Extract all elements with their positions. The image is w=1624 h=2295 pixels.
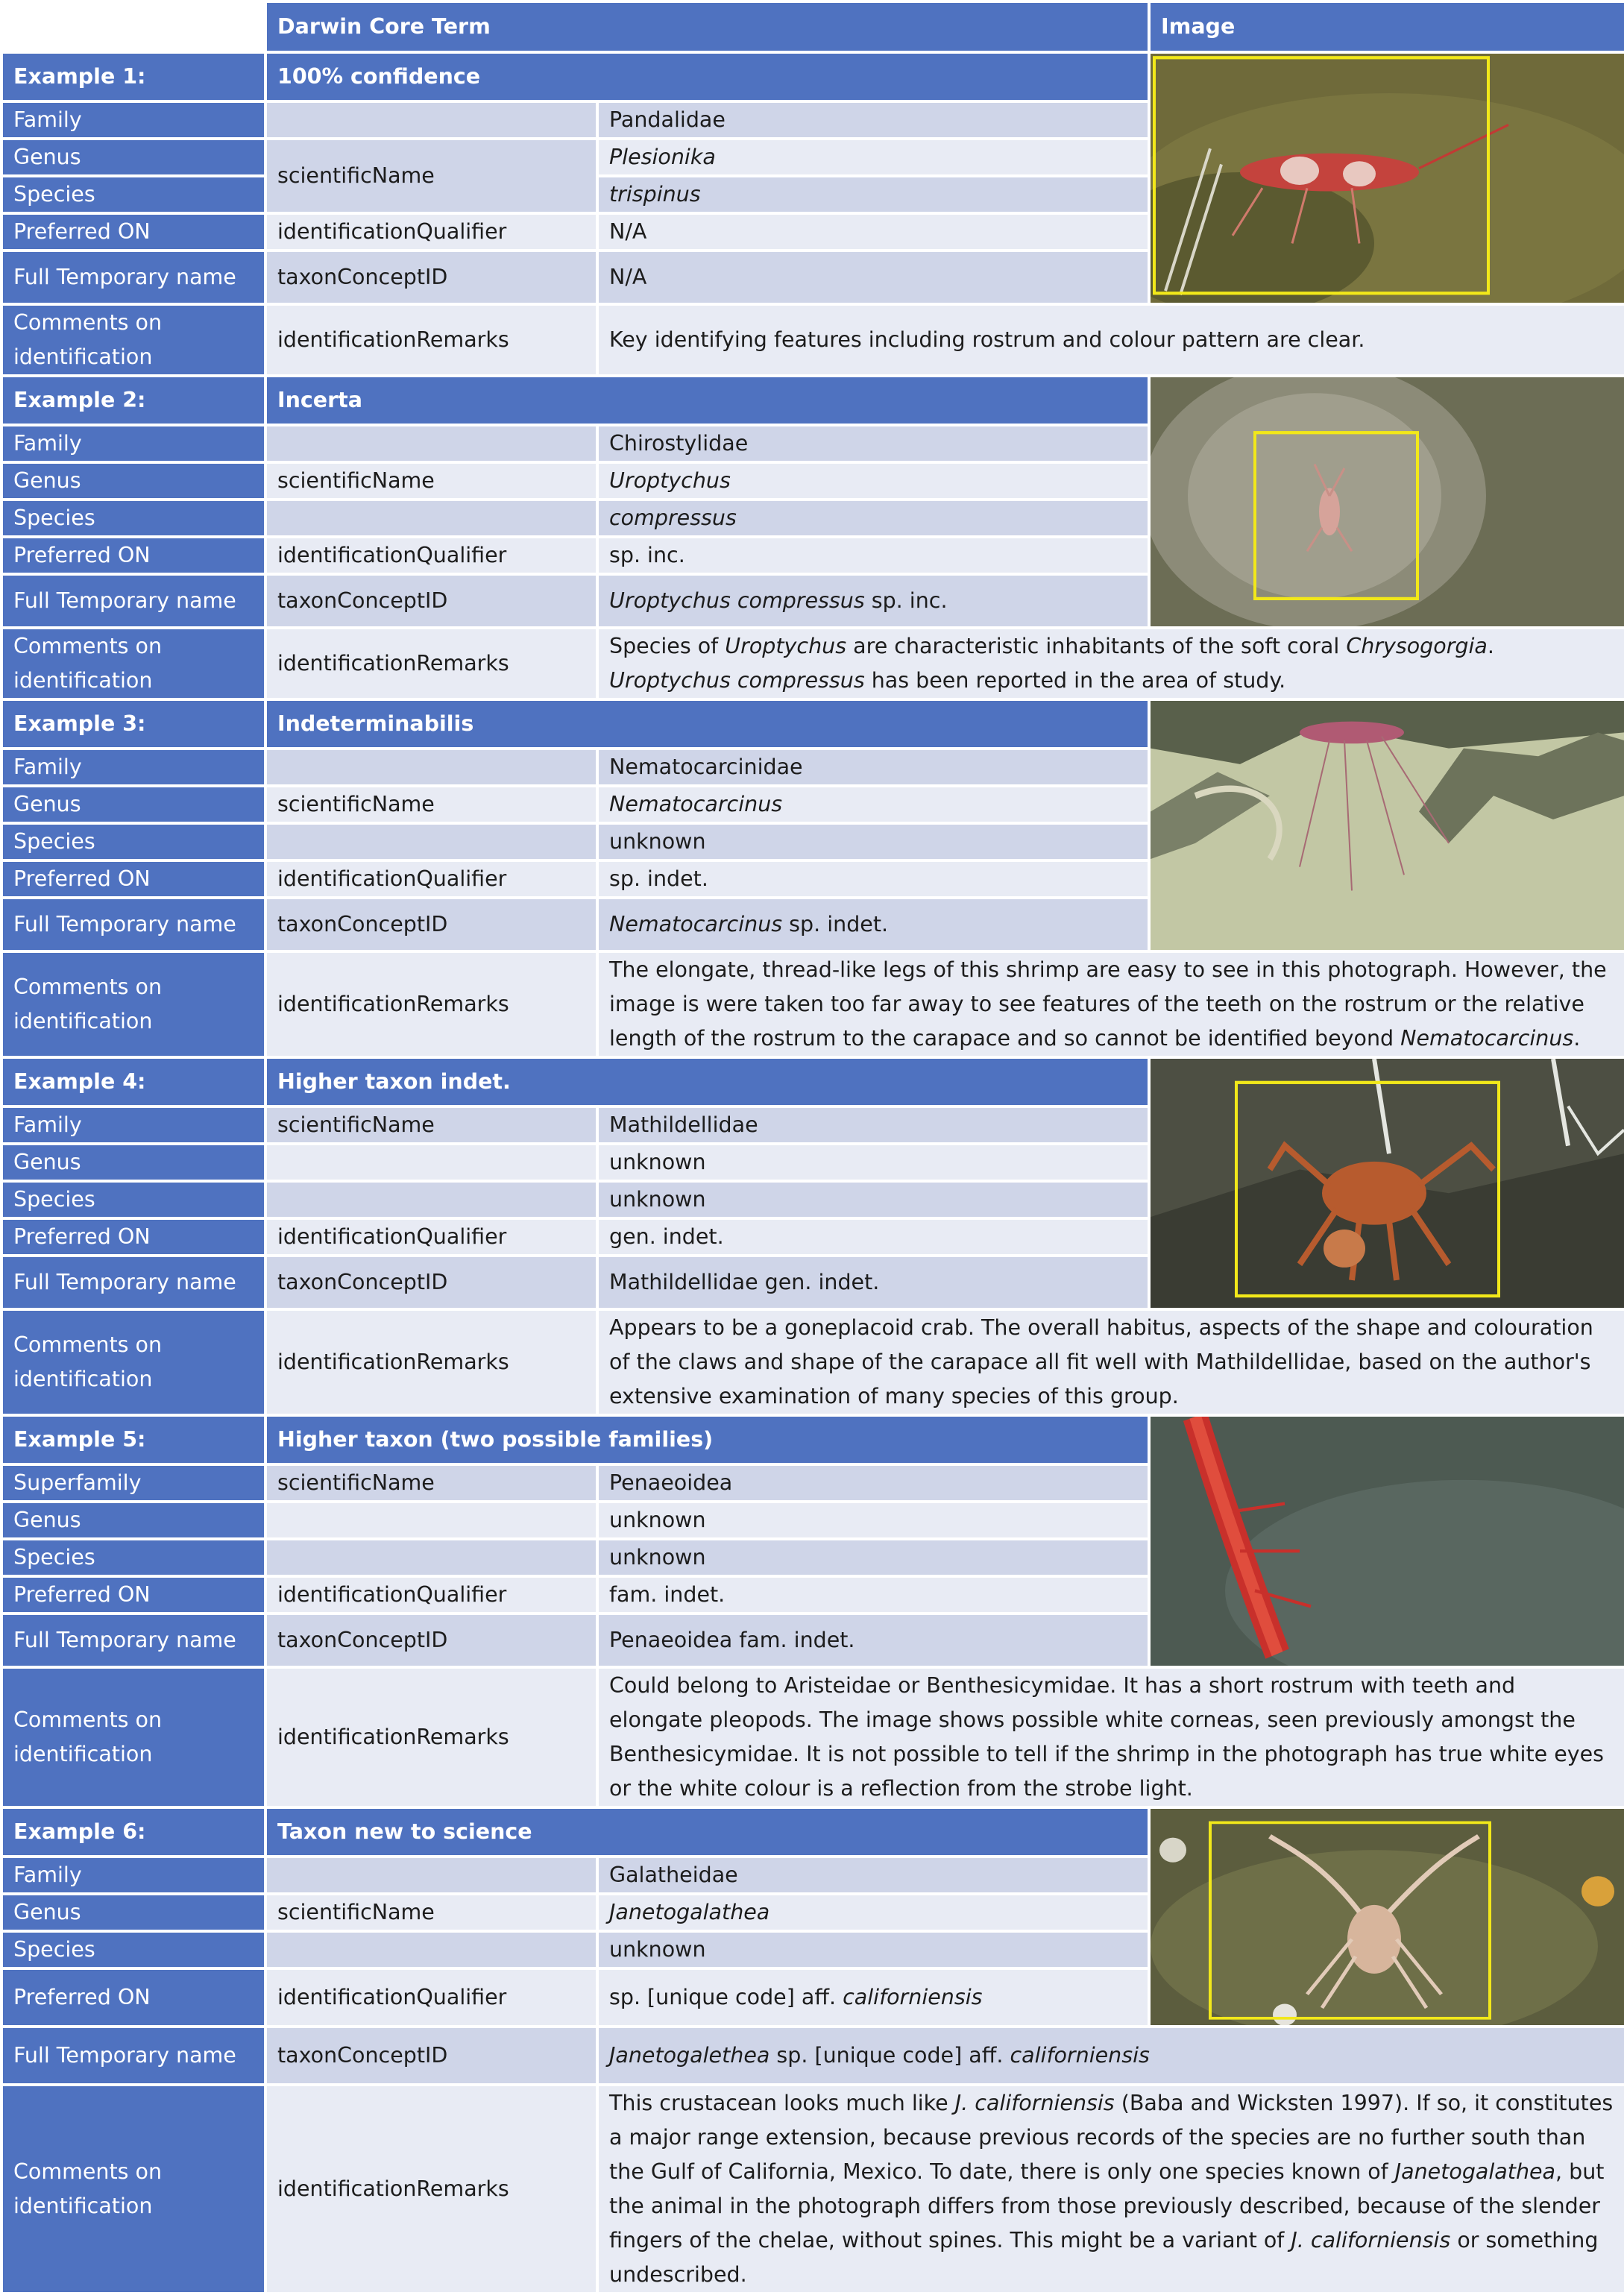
example-image bbox=[1149, 1057, 1624, 1309]
temporary-name-value: Janetogalethea sp. [unique code] aff. californiensis bbox=[597, 2027, 1624, 2085]
comments-row bbox=[1, 628, 1624, 699]
term-scientificname: scientificName bbox=[265, 139, 597, 213]
galatheid-photo bbox=[1151, 1809, 1624, 2025]
comments-label: Comments on identification bbox=[1, 628, 265, 699]
species-value: unknown bbox=[597, 1181, 1149, 1218]
species-value: unknown bbox=[597, 1931, 1149, 1968]
header-blank bbox=[1, 1, 265, 52]
family-label: Family bbox=[1, 749, 265, 786]
term-identificationremarks: identificationRemarks bbox=[265, 2085, 597, 2294]
genus-value: Janetogalathea bbox=[597, 1894, 1149, 1931]
comments-label: Comments on identification bbox=[1, 951, 265, 1057]
family-value: Galatheidae bbox=[597, 1857, 1149, 1894]
family-label: Family bbox=[1, 425, 265, 462]
preferred-on-label: Preferred ON bbox=[1, 213, 265, 251]
preferred-on-value: N/A bbox=[597, 213, 1149, 251]
example-title: Higher taxon (two possible families) bbox=[265, 1415, 1149, 1464]
preferred-on-value: sp. inc. bbox=[597, 537, 1149, 574]
temporary-name-label: Full Temporary name bbox=[1, 898, 265, 951]
example-header-row bbox=[1, 1807, 1624, 1857]
species-label: Species bbox=[1, 1931, 265, 1968]
preferred-on-value: sp. [unique code] aff. californiensis bbox=[597, 1968, 1149, 2027]
example-label: Example 2: bbox=[1, 376, 265, 425]
term-blank bbox=[265, 1931, 597, 1968]
term-identificationqualifier: identificationQualifier bbox=[265, 860, 597, 898]
genus-label: Genus bbox=[1, 462, 265, 500]
family-label: Family bbox=[1, 101, 265, 139]
genus-label: Genus bbox=[1, 1502, 265, 1539]
red-shrimp-photo bbox=[1151, 1417, 1624, 1666]
example-image bbox=[1149, 1415, 1624, 1667]
species-label: Species bbox=[1, 1539, 265, 1576]
comments-value: Could belong to Aristeidae or Benthesicymidae. It has a short rostrum with teeth and elongate pleopods. The image shows possible white corneas, seen previously amongst the Benthesicymidae. It is not possible to tell if the shrimp in the photograph has true white eyes or the white colour is a reflection from the strobe light. bbox=[597, 1667, 1624, 1807]
genus-value: Nematocarcinus bbox=[597, 786, 1149, 823]
comments-value: This crustacean looks much like J. californiensis (Baba and Wicksten 1997). If so, it constitutes a major range extension, because previous records of the species are no further south than the Gulf of California, Mexico. To date, there is only one species known of Janetogalathea, but the animal in the photograph differs from those previously described, because of the slender fingers of the chelae, without spines. This might be a variant of J. californiensis or something undescribed. bbox=[597, 2085, 1624, 2294]
family-value: Chirostylidae bbox=[597, 425, 1149, 462]
comments-label: Comments on identification bbox=[1, 2085, 265, 2294]
term-blank bbox=[265, 823, 597, 860]
term-blank bbox=[265, 101, 597, 139]
comments-label: Comments on identification bbox=[1, 304, 265, 376]
preferred-on-value: fam. indet. bbox=[597, 1576, 1149, 1614]
example-header-row bbox=[1, 52, 1624, 101]
term-identificationremarks: identificationRemarks bbox=[265, 304, 597, 376]
header-row bbox=[1, 1, 1624, 52]
genus-value: unknown bbox=[597, 1502, 1149, 1539]
temporary-name-value: Nematocarcinus sp. indet. bbox=[597, 898, 1149, 951]
preferred-on-label: Preferred ON bbox=[1, 1218, 265, 1256]
species-label: Species bbox=[1, 176, 265, 213]
comments-label: Comments on identification bbox=[1, 1667, 265, 1807]
header-term: Darwin Core Term bbox=[265, 1, 1149, 52]
example-title: Incerta bbox=[265, 376, 1149, 425]
term-taxonconceptid: taxonConceptID bbox=[265, 574, 597, 628]
term-taxonconceptid: taxonConceptID bbox=[265, 251, 597, 304]
preferred-on-label: Preferred ON bbox=[1, 1968, 265, 2027]
temporary-name-value: Penaeoidea fam. indet. bbox=[597, 1614, 1149, 1667]
species-label: Species bbox=[1, 1181, 265, 1218]
species-value: unknown bbox=[597, 823, 1149, 860]
species-label: Species bbox=[1, 823, 265, 860]
family-label: Family bbox=[1, 1106, 265, 1144]
example-header-row bbox=[1, 1415, 1624, 1464]
temporary-name-label: Full Temporary name bbox=[1, 2027, 265, 2085]
example-image bbox=[1149, 52, 1624, 304]
term-identificationremarks: identificationRemarks bbox=[265, 1667, 597, 1807]
preferred-on-value: gen. indet. bbox=[597, 1218, 1149, 1256]
temporary-name-value: Uroptychus compressus sp. inc. bbox=[597, 574, 1149, 628]
term-identificationqualifier: identificationQualifier bbox=[265, 1218, 597, 1256]
family-label: Family bbox=[1, 1857, 265, 1894]
example-label: Example 1: bbox=[1, 52, 265, 101]
comments-label: Comments on identification bbox=[1, 1309, 265, 1415]
temporary-name-label: Full Temporary name bbox=[1, 574, 265, 628]
temporary-name-label: Full Temporary name bbox=[1, 251, 265, 304]
species-value: compressus bbox=[597, 500, 1149, 537]
term-scientificname: scientificName bbox=[265, 786, 597, 823]
temporary-name-value: N/A bbox=[597, 251, 1149, 304]
example-label: Example 4: bbox=[1, 1057, 265, 1106]
family-value: Mathildellidae bbox=[597, 1106, 1149, 1144]
family-value: Nematocarcinidae bbox=[597, 749, 1149, 786]
preferred-on-value: sp. indet. bbox=[597, 860, 1149, 898]
term-blank bbox=[265, 1539, 597, 1576]
comments-row bbox=[1, 304, 1624, 376]
example-header-row bbox=[1, 699, 1624, 749]
comments-row bbox=[1, 1309, 1624, 1415]
term-identificationqualifier: identificationQualifier bbox=[265, 537, 597, 574]
term-scientificname: scientificName bbox=[265, 462, 597, 500]
term-blank bbox=[265, 749, 597, 786]
comments-value: Appears to be a goneplacoid crab. The overall habitus, aspects of the shape and colouration of the claws and shape of the carapace all fit well with Mathildellidae, based on the author's extensive examination of many species of this group. bbox=[597, 1309, 1624, 1415]
example-image bbox=[1149, 699, 1624, 951]
term-blank bbox=[265, 1144, 597, 1181]
term-taxonconceptid: taxonConceptID bbox=[265, 1614, 597, 1667]
comments-value: Species of Uroptychus are characteristic inhabitants of the soft coral Chrysogorgia. Uroptychus compressus has been reported in the area of study. bbox=[597, 628, 1624, 699]
term-blank bbox=[265, 1502, 597, 1539]
term-taxonconceptid: taxonConceptID bbox=[265, 1256, 597, 1309]
term-scientificname: scientificName bbox=[265, 1464, 597, 1502]
genus-label: Genus bbox=[1, 1144, 265, 1181]
genus-label: Genus bbox=[1, 1894, 265, 1931]
term-blank bbox=[265, 1857, 597, 1894]
example-title: Indeterminabilis bbox=[265, 699, 1149, 749]
header-image: Image bbox=[1149, 1, 1624, 52]
comments-value: The elongate, thread-like legs of this shrimp are easy to see in this photograph. However, the image is were taken too far away to see features of the teeth on the rostrum or the relative length of the rostrum to the carapace and so cannot be identified beyond Nematocarcinus. bbox=[597, 951, 1624, 1057]
temporary-name-value: Mathildellidae gen. indet. bbox=[597, 1256, 1149, 1309]
example-label: Example 3: bbox=[1, 699, 265, 749]
genus-label: Genus bbox=[1, 786, 265, 823]
term-identificationremarks: identificationRemarks bbox=[265, 1309, 597, 1415]
example-image bbox=[1149, 376, 1624, 628]
example-title: Taxon new to science bbox=[265, 1807, 1149, 1857]
example-title: 100% confidence bbox=[265, 52, 1149, 101]
crab-photo bbox=[1151, 1059, 1624, 1308]
temporary-name-label: Full Temporary name bbox=[1, 1256, 265, 1309]
comments-row bbox=[1, 2085, 1624, 2294]
term-identificationqualifier: identificationQualifier bbox=[265, 1968, 597, 2027]
term-blank bbox=[265, 500, 597, 537]
term-taxonconceptid: taxonConceptID bbox=[265, 898, 597, 951]
comments-row bbox=[1, 1667, 1624, 1807]
example-title: Higher taxon indet. bbox=[265, 1057, 1149, 1106]
superfamily-label: Superfamily bbox=[1, 1464, 265, 1502]
example-header-row bbox=[1, 376, 1624, 425]
term-identificationremarks: identificationRemarks bbox=[265, 628, 597, 699]
comments-row bbox=[1, 951, 1624, 1057]
preferred-on-label: Preferred ON bbox=[1, 1576, 265, 1614]
family-value: Pandalidae bbox=[597, 101, 1149, 139]
term-identificationqualifier: identificationQualifier bbox=[265, 213, 597, 251]
term-blank bbox=[265, 1181, 597, 1218]
term-identificationremarks: identificationRemarks bbox=[265, 951, 597, 1057]
squat-lobster-photo bbox=[1151, 377, 1624, 626]
genus-value: Uroptychus bbox=[597, 462, 1149, 500]
temporary-name-row bbox=[1, 2027, 1624, 2085]
preferred-on-label: Preferred ON bbox=[1, 860, 265, 898]
temporary-name-label: Full Temporary name bbox=[1, 1614, 265, 1667]
preferred-on-label: Preferred ON bbox=[1, 537, 265, 574]
nematocarcinus-photo bbox=[1151, 701, 1624, 950]
example-label: Example 6: bbox=[1, 1807, 265, 1857]
term-scientificname: scientificName bbox=[265, 1894, 597, 1931]
term-blank bbox=[265, 425, 597, 462]
example-header-row bbox=[1, 1057, 1624, 1106]
term-taxonconceptid: taxonConceptID bbox=[265, 2027, 597, 2085]
comments-value: Key identifying features including rostrum and colour pattern are clear. bbox=[597, 304, 1624, 376]
shrimp-photo bbox=[1151, 54, 1624, 303]
genus-value: Plesionika bbox=[597, 139, 1149, 176]
genus-value: unknown bbox=[597, 1144, 1149, 1181]
superfamily-value: Penaeoidea bbox=[597, 1464, 1149, 1502]
example-label: Example 5: bbox=[1, 1415, 265, 1464]
genus-label: Genus bbox=[1, 139, 265, 176]
species-label: Species bbox=[1, 500, 265, 537]
example-image bbox=[1149, 1807, 1624, 2027]
species-value: trispinus bbox=[597, 176, 1149, 213]
species-value: unknown bbox=[597, 1539, 1149, 1576]
term-identificationqualifier: identificationQualifier bbox=[265, 1576, 597, 1614]
term-scientificname: scientificName bbox=[265, 1106, 597, 1144]
